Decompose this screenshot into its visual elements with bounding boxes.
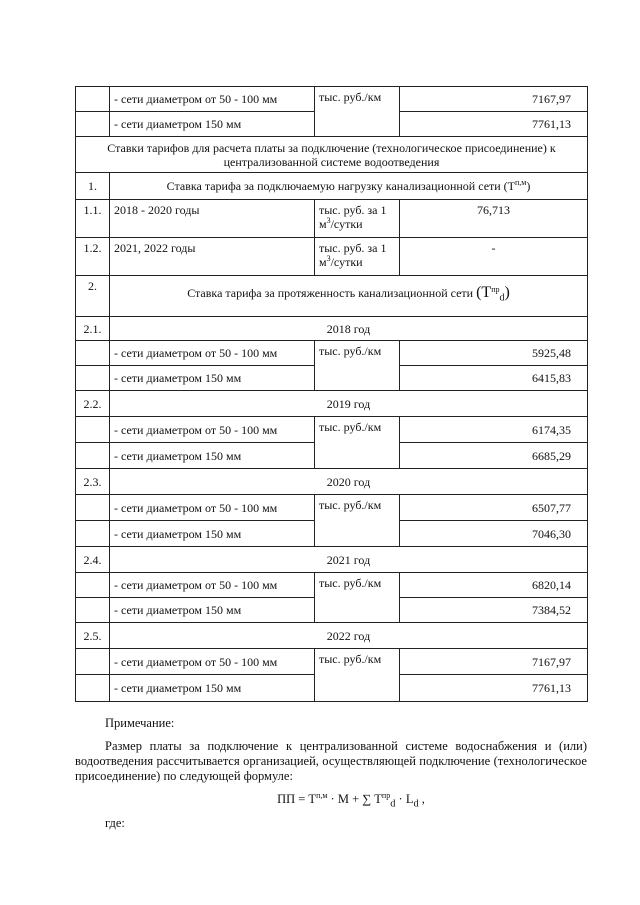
payment-formula: ПП = $Т^{п,м} \cdot М$ + ∑ $Т^{пр}_d \cdot L_d$ , — [277, 790, 425, 810]
table-row — [76, 391, 588, 417]
notes-body: Размер платы за подключение к централизованной системе водоснабжения и (или) водоотведения рассчитывается организацией, осуществляющей подключение (технологическое присоединение) по следующей формуле: — [75, 739, 587, 783]
table-row — [76, 495, 588, 521]
year-header: 2021 год — [110, 547, 588, 573]
num-cell — [76, 366, 110, 391]
row-name: - сети диаметром от 50 - 100 мм — [110, 573, 315, 598]
value-cell: 7761,13 — [400, 112, 588, 137]
num-cell — [76, 87, 110, 112]
row-name: - сети диаметром 150 мм — [110, 598, 315, 623]
row-name: 2021, 2022 годы — [110, 238, 315, 276]
num-cell — [76, 573, 110, 598]
table-row — [76, 417, 588, 443]
year-header: 2022 год — [110, 623, 588, 649]
value-cell: 5925,48 — [400, 341, 588, 366]
unit-cell: тыс. руб./км — [315, 649, 400, 702]
num-cell — [76, 112, 110, 137]
section-header: Ставки тарифов для расчета платы за подключение (технологическое присоединение) к централизованной системе водоотведения — [76, 137, 588, 173]
value-cell: 6174,35 — [400, 417, 588, 443]
table-row — [76, 547, 588, 573]
year-header: 2018 год — [110, 317, 588, 341]
table-row — [76, 200, 588, 238]
table-row — [76, 623, 588, 649]
row-name: - сети диаметром от 50 - 100 мм — [110, 87, 315, 112]
table-row — [76, 137, 588, 173]
row-name: 2018 - 2020 годы — [110, 200, 315, 238]
row-name: - сети диаметром 150 мм — [110, 521, 315, 547]
unit-cell: тыс. руб./км — [315, 573, 400, 623]
table-row — [76, 87, 588, 112]
table-row — [76, 238, 588, 276]
item-number: 1.2. — [76, 238, 110, 276]
unit-cell: тыс. руб./км — [315, 87, 400, 137]
value-cell: 76,713 — [400, 200, 588, 238]
item-number: 1.1. — [76, 200, 110, 238]
num-cell — [76, 495, 110, 521]
notes-title: Примечание: — [105, 716, 175, 730]
value-cell: 6415,83 — [400, 366, 588, 391]
table-row — [76, 649, 588, 675]
row-name: - сети диаметром от 50 - 100 мм — [110, 417, 315, 443]
year-header: 2020 год — [110, 469, 588, 495]
item-title: Ставка тарифа за подключаемую нагрузку канализационной сети $(Т^{п,м})$ — [110, 173, 588, 200]
row-name: - сети диаметром от 50 - 100 мм — [110, 649, 315, 675]
row-name: - сети диаметром от 50 - 100 мм — [110, 341, 315, 366]
table-row — [76, 173, 588, 200]
table-row — [76, 317, 588, 341]
value-cell: - — [400, 238, 588, 276]
value-cell: 6685,29 — [400, 443, 588, 469]
item-number: 2.1. — [76, 317, 110, 341]
num-cell — [76, 675, 110, 702]
row-name: - сети диаметром от 50 - 100 мм — [110, 495, 315, 521]
item-number: 2. — [76, 276, 110, 317]
item-number: 1. — [76, 173, 110, 200]
table-row — [76, 573, 588, 598]
item-number: 2.2. — [76, 391, 110, 417]
value-cell: 7046,30 — [400, 521, 588, 547]
row-name: - сети диаметром 150 мм — [110, 675, 315, 702]
row-name: - сети диаметром 150 мм — [110, 443, 315, 469]
table-row — [76, 276, 588, 317]
item-number: 2.3. — [76, 469, 110, 495]
item-title: Ставка тарифа за протяженность канализационной сети $(T^{пр}_d)$ — [110, 276, 588, 317]
unit-cell: тыс. руб./км — [315, 341, 400, 391]
where-label: где: — [105, 815, 125, 830]
num-cell — [76, 521, 110, 547]
value-cell: 7384,52 — [400, 598, 588, 623]
unit-cell: тыс. руб./км — [315, 495, 400, 547]
num-cell — [76, 417, 110, 443]
unit-cell: тыс. руб. за 1 $м^3$/сутки — [315, 238, 400, 276]
value-cell: 7167,97 — [400, 87, 588, 112]
num-cell — [76, 341, 110, 366]
num-cell — [76, 598, 110, 623]
notes-section — [75, 716, 587, 831]
unit-cell: тыс. руб./км — [315, 417, 400, 469]
row-name: - сети диаметром 150 мм — [110, 366, 315, 391]
unit-cell: тыс. руб. за 1 $м^3$/сутки — [315, 200, 400, 238]
value-cell: 6507,77 — [400, 495, 588, 521]
year-header: 2019 год — [110, 391, 588, 417]
num-cell — [76, 443, 110, 469]
row-name: - сети диаметром 150 мм — [110, 112, 315, 137]
item-number: 2.4. — [76, 547, 110, 573]
table-row — [76, 341, 588, 366]
value-cell: 7167,97 — [400, 649, 588, 675]
value-cell: 6820,14 — [400, 573, 588, 598]
item-number: 2.5. — [76, 623, 110, 649]
table-row — [76, 469, 588, 495]
tariff-table — [75, 86, 588, 702]
num-cell — [76, 649, 110, 675]
value-cell: 7761,13 — [400, 675, 588, 702]
